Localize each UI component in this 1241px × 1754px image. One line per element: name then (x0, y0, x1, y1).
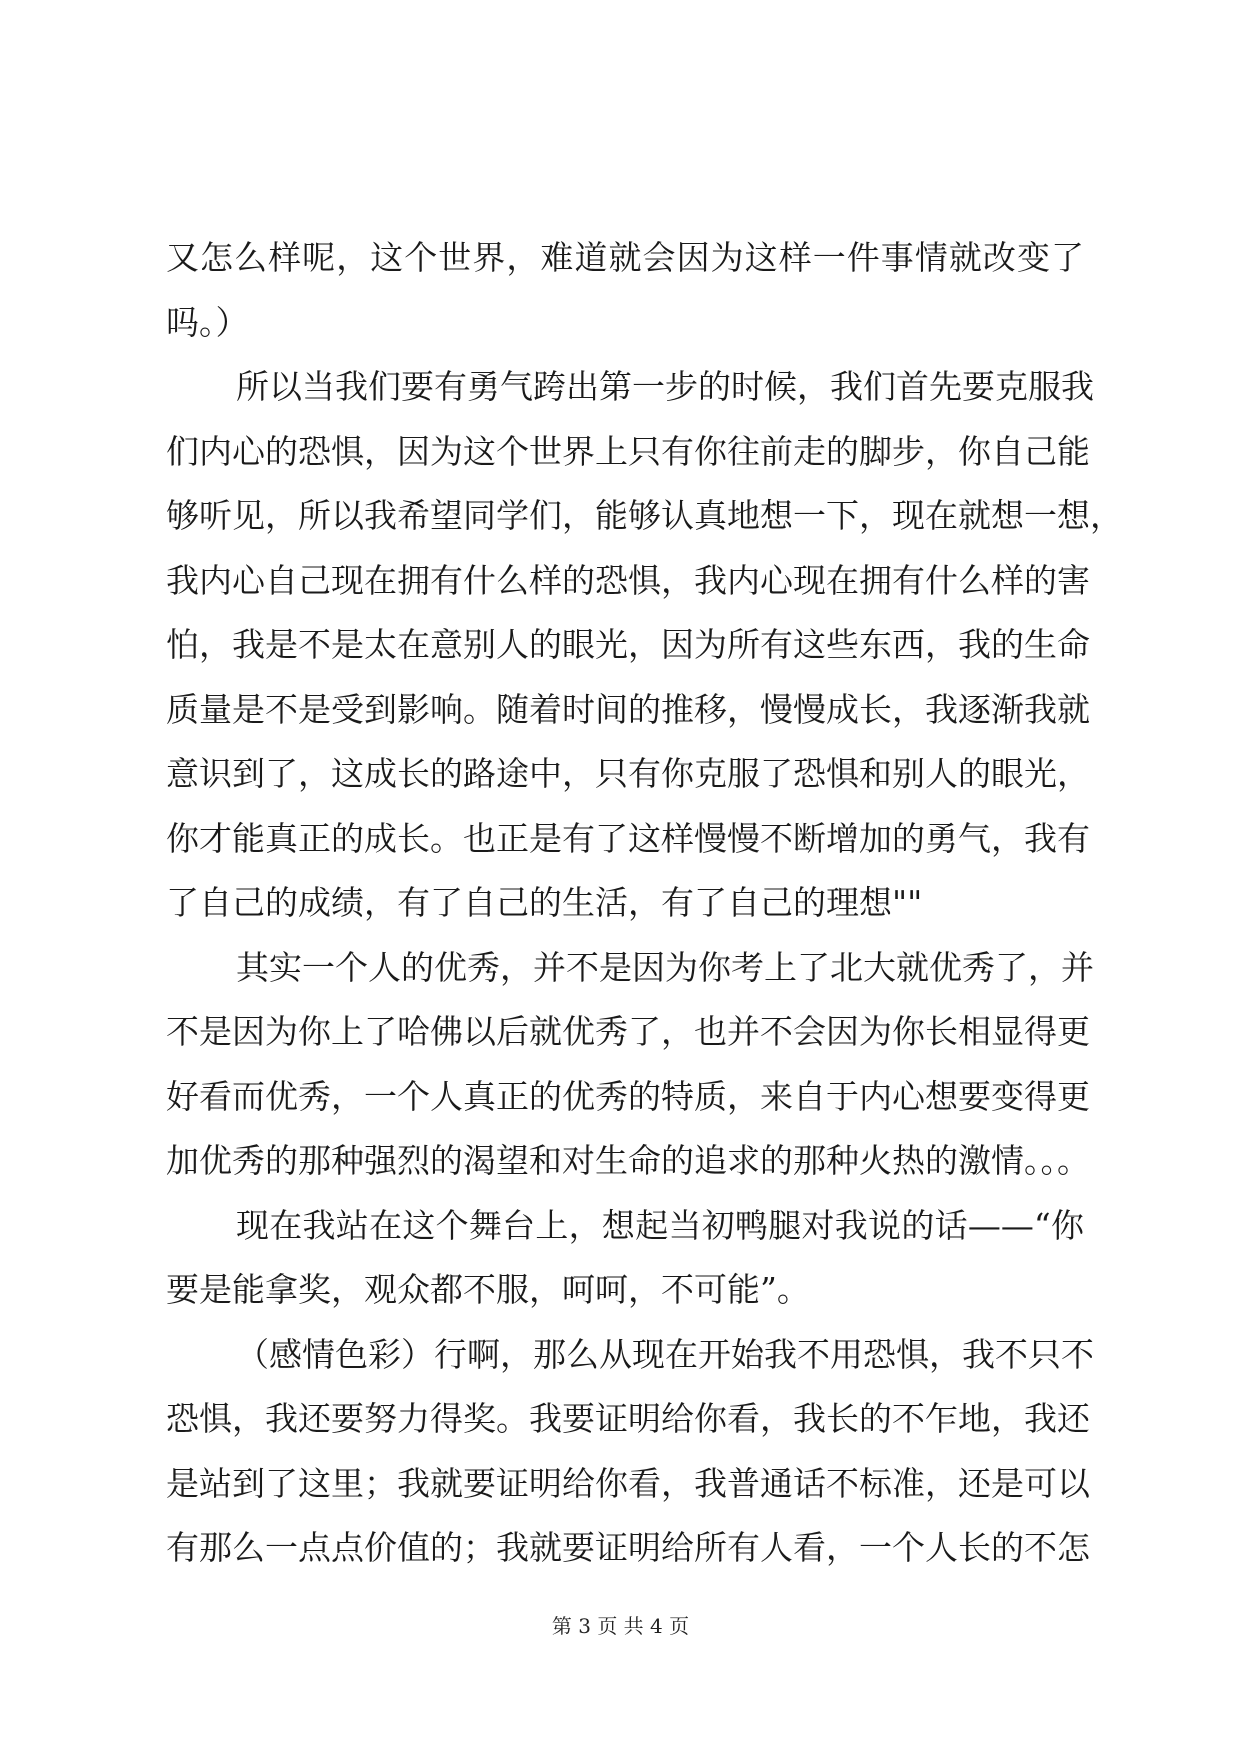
text-line: 现在我站在这个舞台上，想起当初鸭腿对我说的话——“你 (236, 1205, 1084, 1245)
text-line: 好看而优秀，一个人真正的优秀的特质，来自于内心想要变得更 (166, 1076, 1090, 1116)
page-footer: 第 3 页 共 4 页 (551, 1614, 690, 1638)
text-line: （感情色彩）行啊，那么从现在开始我不用恐惧，我不只不 (236, 1334, 1094, 1374)
text-line: 我内心自己现在拥有什么样的恐惧，我内心现在拥有什么样的害 (166, 560, 1090, 600)
text-line: 吗。） (166, 302, 249, 342)
text-line: 所以当我们要有勇气跨出第一步的时候，我们首先要克服我 (236, 367, 1094, 406)
text-line: 不是因为你上了哈佛以后就优秀了，也并不会因为你长相显得更 (166, 1012, 1090, 1051)
text-line: 了自己的成绩，有了自己的生活，有了自己的理想"" (166, 883, 923, 922)
text-line: 是站到了这里；我就要证明给你看，我普通话不标准，还是可以 (166, 1463, 1090, 1503)
text-line: 意识到了，这成长的路途中，只有你克服了恐惧和别人的眼光， (166, 754, 1090, 793)
text-line: 其实一个人的优秀，并不是因为你考上了北大就优秀了，并 (236, 947, 1094, 987)
body-text (166, 226, 1123, 1581)
text-line: 怕，我是不是太在意别人的眼光，因为所有这些东西，我的生命 (166, 625, 1090, 664)
text-line: 要是能拿奖，观众都不服，呵呵，不可能”。 (166, 1270, 810, 1309)
text-line: 质量是不是受到影响。随着时间的推移，慢慢成长，我逐渐我就 (166, 689, 1090, 729)
text-line: 又怎么样呢，这个世界，难道就会因为这样一件事情就改变了 (166, 238, 1084, 277)
text-line: 你才能真正的成长。也正是有了这样慢慢不断增加的勇气，我有 (166, 818, 1090, 858)
text-line: 恐惧，我还要努力得奖。我要证明给你看，我长的不乍地，我还 (166, 1399, 1090, 1438)
text-line: 有那么一点点价值的；我就要证明给所有人看，一个人长的不怎 (166, 1528, 1090, 1567)
text-line: 加优秀的那种强烈的渴望和对生命的追求的那种火热的激情。。。 (166, 1141, 1090, 1180)
text-line: 够听见，所以我希望同学们，能够认真地想一下，现在就想一想， (166, 496, 1123, 535)
text-line: 们内心的恐惧，因为这个世界上只有你往前走的脚步，你自己能 (166, 431, 1090, 471)
